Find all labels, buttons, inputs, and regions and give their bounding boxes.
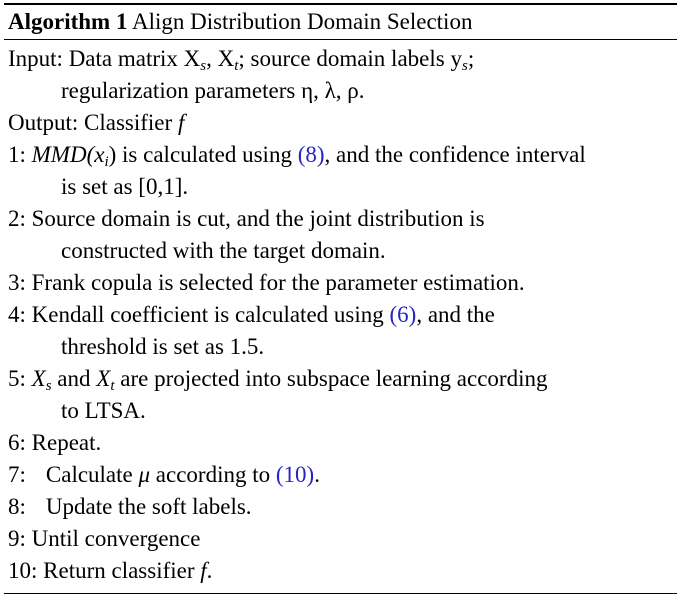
output-line: Output: Classifier f bbox=[8, 110, 185, 135]
step-4-line-2: threshold is set as 1.5. bbox=[61, 334, 265, 359]
algorithm-block bbox=[4, 3, 677, 594]
step-2: 2: Source domain is cut, and the joint distribution is bbox=[8, 206, 485, 231]
step-8: 8: Update the soft labels. bbox=[8, 494, 252, 519]
algorithm-label: Algorithm 1 bbox=[8, 9, 128, 34]
step-9: 9: Until convergence bbox=[8, 526, 201, 551]
step-3: 3: Frank copula is selected for the parameter estimation. bbox=[8, 270, 525, 295]
step-4: 4: Kendall coefficient is calculated using (6), and the bbox=[8, 302, 495, 327]
step-1: 1: $MMD(x_i)$ is calculated using (8), and the confidence interval bbox=[8, 142, 586, 170]
algorithm-body bbox=[4, 40, 677, 593]
ref-eq-10[interactable]: (10) bbox=[275, 462, 315, 487]
input-line: Input: Data matrix $X_s$, $X_t$; source domain labels $y_s$; bbox=[8, 46, 475, 74]
algorithm-header bbox=[4, 5, 677, 39]
step-2-line-2: constructed with the target domain. bbox=[61, 238, 386, 263]
algorithm-title: Align Distribution Domain Selection bbox=[131, 9, 473, 34]
step-5-line-2: to LTSA. bbox=[61, 398, 146, 423]
step-10: 10: Return classifier f. bbox=[8, 558, 213, 583]
ref-eq-6[interactable]: (6) bbox=[389, 302, 417, 327]
step-7: 7: Calculate μ according to (10). bbox=[8, 462, 320, 487]
step-1-line-2: is set as [0,1]. bbox=[61, 174, 189, 199]
step-5: 5: $X_s$ and $X_t$ are projected into subspace learning according bbox=[8, 366, 548, 394]
input-line-2: regularization parameters η, λ, ρ. bbox=[61, 78, 365, 103]
ref-eq-8[interactable]: (8) bbox=[297, 142, 325, 167]
step-6: 6: Repeat. bbox=[8, 430, 102, 455]
